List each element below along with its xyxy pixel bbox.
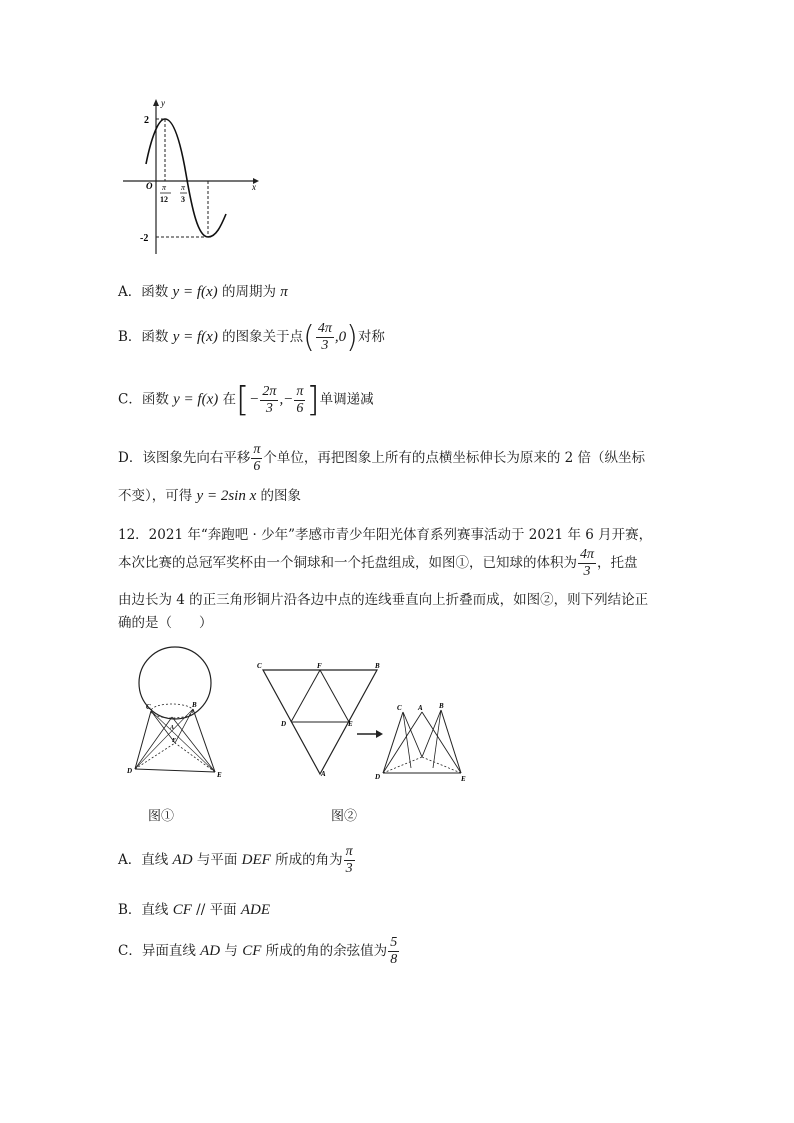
option-11d-line2: 不变），可得 y = 2sin x 的图象 [118, 488, 302, 504]
y-min-label: -2 [140, 233, 149, 244]
figure-1-trophy [120, 645, 230, 785]
q12-line4: 确的是（ ） [118, 615, 213, 631]
figure-2-net [255, 660, 385, 780]
option-11c: C．函数 y = f(x) 在[− $\frac{2\pi}{3}$ ,− $\frac{\pi}{6}$ ]单调递减 [118, 380, 374, 420]
option-12b: B．直线 CF // 平面 ADE [118, 902, 271, 918]
fig3-label-e: E [461, 775, 466, 783]
q12-line3: 由边长为 4 的正三角形铜片沿各边中点的连线垂直向上折叠而成，如图②，则下列结论正 [118, 592, 649, 608]
tick1-num: π [162, 183, 167, 192]
q12-line2: 本次比赛的总冠军奖杯由一个铜球和一个托盘组成，如图①，已知球的体积为 $\frac{4\pi}{3}$ ，托盘 [118, 547, 638, 579]
tick1-den: 12 [160, 195, 168, 204]
sine-curve [146, 119, 226, 237]
fig2-label-b: B [375, 662, 380, 670]
figure-1-caption: 图① [148, 809, 175, 824]
fig2-label-a: A [321, 770, 326, 778]
tick2-den: 3 [181, 195, 185, 204]
fig1-label-c: C [146, 703, 151, 711]
fig2-label-e: E [348, 720, 353, 728]
fig1-label-a: A [170, 725, 175, 731]
fig2-label-d: D [281, 720, 287, 728]
fig2-label-f: F [317, 662, 322, 670]
fig1-label-d: D [127, 767, 133, 775]
x-axis-label: x [252, 182, 256, 192]
y-axis-label: y [161, 98, 165, 108]
fig1-label-e: E [217, 771, 222, 779]
option-11d: D．该图象先向右平移 $\frac{\pi}{6}$ 个单位，再把图象上所有的点横坐标伸长为原来的 2 倍（纵坐标 [118, 442, 646, 474]
fig1-label-b: B [192, 701, 197, 709]
y-max-label: 2 [144, 115, 149, 126]
tick2-num: π [181, 183, 186, 192]
origin-label: O [146, 181, 153, 191]
fig1-label-f: F [172, 738, 177, 744]
figure-2-folded [375, 700, 470, 785]
fig3-label-b: B [439, 702, 444, 710]
option-12a: A．直线 AD 与平面 DEF 所成的角为 $\frac{\pi}{3}$ [118, 844, 353, 876]
fig3-label-d: D [375, 773, 381, 781]
figure-2-caption: 图② [331, 809, 358, 824]
option-12c: C．异面直线 AD 与 CF 所成的角的余弦值为 $\frac{5}{8}$ [118, 935, 398, 967]
fig2-label-c: C [257, 662, 262, 670]
fig3-label-c: C [397, 704, 402, 712]
fig3-label-a: A [418, 704, 423, 712]
q12-line1: 12．2021 年“奔跑吧 · 少年”孝感市青少年阳光体育系列赛事活动于 2021 年 6 月开赛， [118, 527, 653, 543]
option-11a: A．函数 y = f(x) 的周期为 π [118, 284, 288, 300]
option-11b: B．函数 y = f(x) 的图象关于点( $\frac{4\pi}{3}$ ,0)对称 [118, 320, 385, 355]
function-graph [118, 94, 268, 259]
